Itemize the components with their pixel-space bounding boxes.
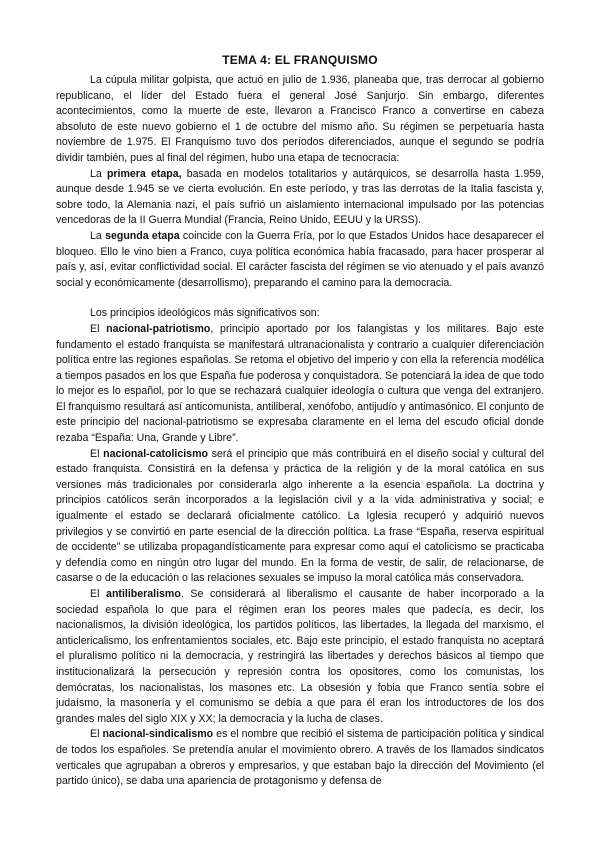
text-run: coincide con la Guerra Fría, por lo que Estados Unidos hace desaparecer el bloqueo. Ello le vino bien a Franco, cuya política económica había fracasado, para hacer prosperar al país y, así, evitar conflictividad social. El carácter fascista del régimen se vio atenuado y el país avanzó social y económicamente (desarrollismo), preparando el camino para la democracia. (56, 229, 544, 289)
bold-term-nacional-catolicismo: nacional-catolicismo (103, 447, 208, 460)
text-run: es el nombre que recibió el sistema de participación política y sindical de todos los españoles. Se pretendía anular el movimiento obrero. A través de los llamados sindicatos verticales que agrupaban a obreros y empresarios, y que estaban bajo la dirección del Movimiento (el partido único), se daba una apariencia de protagonismo y defensa de (56, 728, 544, 788)
document-title: TEMA 4: EL FRANQUISMO (222, 53, 378, 67)
paragraph-primera-etapa (56, 167, 544, 229)
paragraph-principios: Los principios ideológicos más significativos son: (90, 307, 320, 320)
paragraph-nacional-catolicismo (56, 447, 544, 587)
text-run: El (90, 447, 104, 460)
paragraph-gap (56, 291, 544, 306)
text-run: , principio aportado por los falangistas y los militares. Bajo este fundamento el estado franquista se manifestará ultranacionalista y contrario a cualquier diferenciación política entre las regiones españolas. Se retoma el objetivo del imperio y con ella la referencia modélica a tiempos pasados en los que España fue poderosa y conquistadora. Se potenciará la idea de que todo lo mejor es lo español, por lo que se rechazará cualquier ideología o cultura que venga del extranjero. El franquismo resultará así anticomunista, antiliberal, xenófobo, antijudío y antimasónico. El conjunto de este principio del nacional-patriotismo se expresaba claramente en el lema del escudo oficial donde rezaba “España: Una, Grande y Libre”. (56, 322, 544, 445)
text-run: El (90, 728, 103, 741)
bold-term-antiliberalismo: antiliberalismo (106, 588, 181, 600)
text-run: El (90, 322, 107, 335)
text-run: . Se considerará al liberalismo el causante de haber incorporado a la sociedad española lo que para el régimen eran los peores males que padecía, es decir, los nacionalismos, la división ideológica, los partidos políticos, las libertades, la llegada del marxismo, el anticlericalismo, los enfrentamientos sociales, etc. Bajo este principio, el estado franquista no aceptará el pluralismo político ni la democracia, y restringirá las libertades y derechos básicos al tiempo que institucionalizará la persecución y represión contra los opositores, como los comunistas, los demócratas, los nacionalistas, los masones etc. La obsesión y fobia que Franco sentía sobre el judaísmo, la masonería y el comunismo se debía a que para él eran los introductores de los dos grandes males del siglo XIX y XX; la democracia y la lucha de clases. (56, 588, 544, 725)
bold-term-nacional-patriotismo: nacional-patriotismo (106, 322, 211, 335)
bold-term-primera-etapa: primera etapa, (106, 167, 182, 180)
paragraph-nacional-sindicalismo (56, 727, 544, 789)
text-run: basada en modelos totalitarios y autárquicos, se desarrolla hasta 1.959, aunque desde 1.945 se ve cierta evolución. En este período, y tras las derrotas de la Italia fascista y, sobre todo, la Alemania nazi, el país sufrió un aislamiento internacional impulsado por las potencias vencedoras de la II Guerra Mundial (Francia, Reino Unido, EEUU y la URSS). (56, 167, 544, 227)
bold-term-segunda-etapa: segunda etapa (105, 229, 180, 242)
bold-term-nacional-sindicalismo: nacional-sindicalismo (102, 728, 214, 741)
text-run: El (90, 588, 107, 600)
paragraph-intro: La cúpula militar golpista, que actuó en julio de 1.936, planeaba que, tras derrocar al gobierno republicano, el líder del Estado fuera el general José Sanjurjo. Sin embargo, diferentes acontecimientos, como la muerte de este, llevaron a Francisco Franco a convertirse en cabeza absoluto de este nuevo gobierno el 1 de octubre del mismo año. Su régimen se perpetuaría hasta noviembre de 1.975. El Franquismo tuvo dos períodos diferenciados, aunque el segundo se podría dividir también, pues al final del régimen, hubo una etapa de tecnocracia: (56, 74, 544, 164)
paragraph-antiliberalismo (56, 587, 544, 727)
paragraph-segunda-etapa (56, 229, 544, 291)
paragraph-nacional-patriotismo (56, 322, 544, 447)
text-run: La (90, 229, 106, 242)
text-run: será el principio que más contribuirá en el diseño social y cultural del estado franquista. Consistirá en la defensa y práctica de la religión y de la moral católica en sus versiones más tradicionales por considerarla algo inherente a la esencia española. La doctrina y principios católicos serán incorporados a la legislación civil y a la vida administrativa y social; e igualmente el estado se declarará oficialmente católico. La Iglesia recuperó y adquirió nuevos privilegios y se convirtió en parte esencial de la dirección política. La frase “España, reserva espiritual de occidente” se utilizaba propagandísticamente para expresar como aquí el catolicismo se practicaba y defendía como en ningún otro lugar del mundo. En la forma de vestir, de salir, de relacionarse, de casarse o de la educación o las relaciones sexuales se impuso la moral católica más conservadora. (56, 447, 544, 585)
text-run: La (90, 167, 107, 180)
